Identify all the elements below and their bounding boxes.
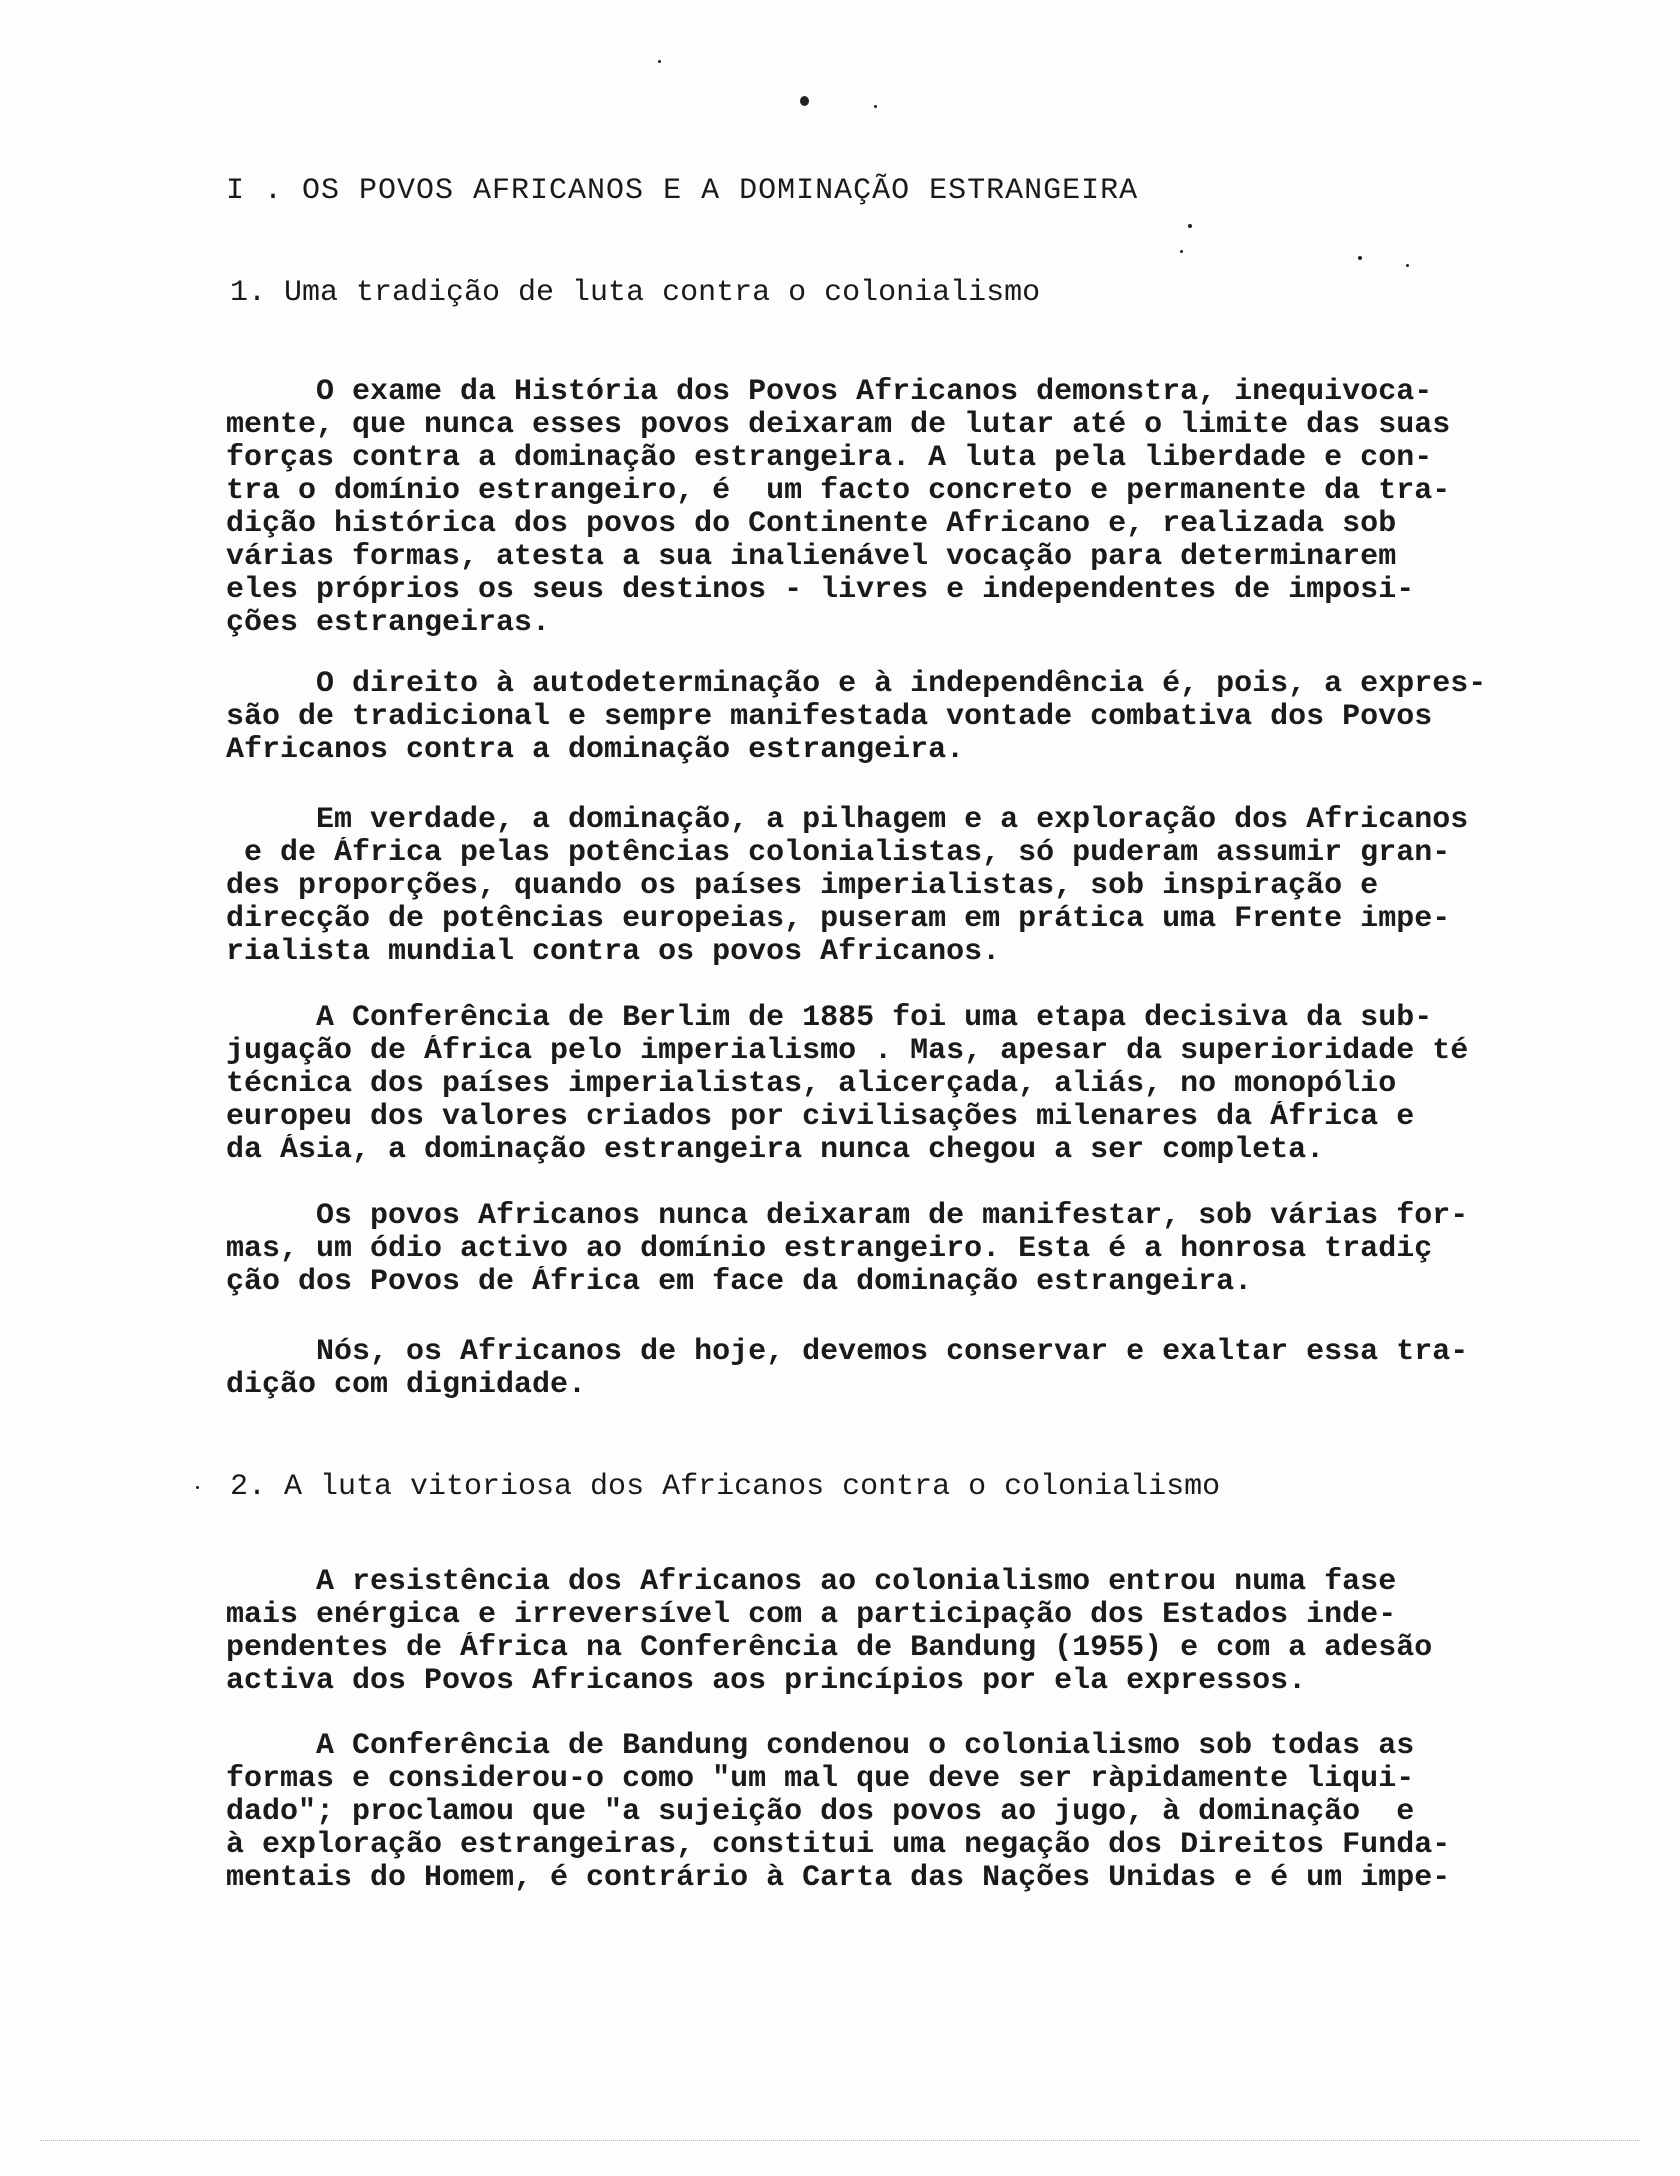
text-line: pendentes de África na Conferência de Bandung (1955) e com a adesão [226, 1632, 1433, 1665]
paragraph [226, 376, 1606, 640]
scan-speck [196, 1486, 199, 1489]
text-line: forças contra a dominação estrangeira. A luta pela liberdade e con- [226, 442, 1433, 475]
text-line: europeu dos valores criados por civilisações milenares da África e [226, 1101, 1415, 1134]
text-line: mais enérgica e irreversível com a participação dos Estados inde- [226, 1599, 1397, 1632]
paragraph [226, 1336, 1606, 1402]
text-line: Africanos contra a dominação estrangeira. [226, 734, 965, 767]
text-line: tra o domínio estrangeiro, é um facto concreto e permanente da tra- [226, 475, 1451, 508]
text-line: dição com dignidade. [226, 1369, 587, 1402]
scan-speck [1406, 264, 1409, 267]
scan-speck [1358, 256, 1362, 260]
text-line: à exploração estrangeiras, constitui uma negação dos Direitos Funda- [226, 1829, 1451, 1862]
text-line: rialista mundial contra os povos Africanos. [226, 936, 1001, 969]
scan-speck [1180, 250, 1183, 253]
text-line: Os povos Africanos nunca deixaram de manifestar, sob várias for- [226, 1200, 1469, 1233]
scan-edge-dots [40, 2140, 1640, 2142]
text-line: eles próprios os seus destinos - livres e independentes de imposi- [226, 574, 1415, 607]
text-line: activa dos Povos Africanos aos princípios por ela expressos. [226, 1665, 1307, 1698]
text-line: mas, um ódio activo ao domínio estrangeiro. Esta é a honrosa tradiç [226, 1233, 1433, 1266]
scan-speck [1188, 224, 1192, 228]
paragraph [226, 1200, 1606, 1299]
text-line: mente, que nunca esses povos deixaram de lutar até o limite das suas [226, 409, 1451, 442]
text-line: ções estrangeiras. [226, 607, 551, 640]
scan-speck [874, 105, 877, 108]
text-line: da Ásia, a dominação estrangeira nunca chegou a ser completa. [226, 1134, 1325, 1167]
text-line: A Conferência de Berlim de 1885 foi uma etapa decisiva da sub- [226, 1002, 1433, 1035]
text-line: dado"; proclamou que "a sujeição dos povos ao jugo, à dominação e [226, 1796, 1415, 1829]
scan-speck [658, 60, 661, 63]
text-line: O direito à autodeterminação e à independência é, pois, a expres- [226, 668, 1487, 701]
text-line: várias formas, atesta a sua inalienável vocação para determinarem [226, 541, 1397, 574]
text-line: Nós, os Africanos de hoje, devemos conservar e exaltar essa tra- [226, 1336, 1469, 1369]
paragraph [226, 804, 1606, 969]
section-title: 1. Uma tradição de luta contra o colonialismo [230, 276, 1041, 310]
text-line: formas e considerou-o como "um mal que deve ser ràpidamente liqui- [226, 1763, 1415, 1796]
text-line: ção dos Povos de África em face da dominação estrangeira. [226, 1266, 1253, 1299]
paragraph [226, 1566, 1606, 1698]
paragraph [226, 668, 1606, 767]
section-title: 2. A luta vitoriosa dos Africanos contra o colonialismo [230, 1470, 1221, 1504]
text-line: técnica dos países imperialistas, alicerçada, aliás, no monopólio [226, 1068, 1397, 1101]
text-line: des proporções, quando os países imperialistas, sob inspiração e [226, 870, 1379, 903]
text-line: mentais do Homem, é contrário à Carta das Nações Unidas e é um impe- [226, 1862, 1451, 1895]
text-line: e de África pelas potências colonialistas, só puderam assumir gran- [226, 837, 1451, 870]
text-line: Em verdade, a dominação, a pilhagem e a exploração dos Africanos [226, 804, 1469, 837]
text-line: A resistência dos Africanos ao colonialismo entrou numa fase [226, 1566, 1397, 1599]
paragraph [226, 1730, 1606, 1895]
text-line: jugação de África pelo imperialismo . Mas, apesar da superioridade té [226, 1035, 1469, 1068]
text-line: dição histórica dos povos do Continente Africano e, realizada sob [226, 508, 1397, 541]
scan-speck [800, 96, 809, 106]
text-line: A Conferência de Bandung condenou o colonialismo sob todas as [226, 1730, 1415, 1763]
paragraph [226, 1002, 1606, 1167]
text-line: O exame da História dos Povos Africanos demonstra, inequivoca- [226, 376, 1433, 409]
text-line: são de tradicional e sempre manifestada vontade combativa dos Povos [226, 701, 1433, 734]
chapter-heading: I . OS POVOS AFRICANOS E A DOMINAÇÃO ESTRANGEIRA [226, 174, 1139, 208]
text-line: direcção de potências europeias, puseram em prática uma Frente impe- [226, 903, 1451, 936]
